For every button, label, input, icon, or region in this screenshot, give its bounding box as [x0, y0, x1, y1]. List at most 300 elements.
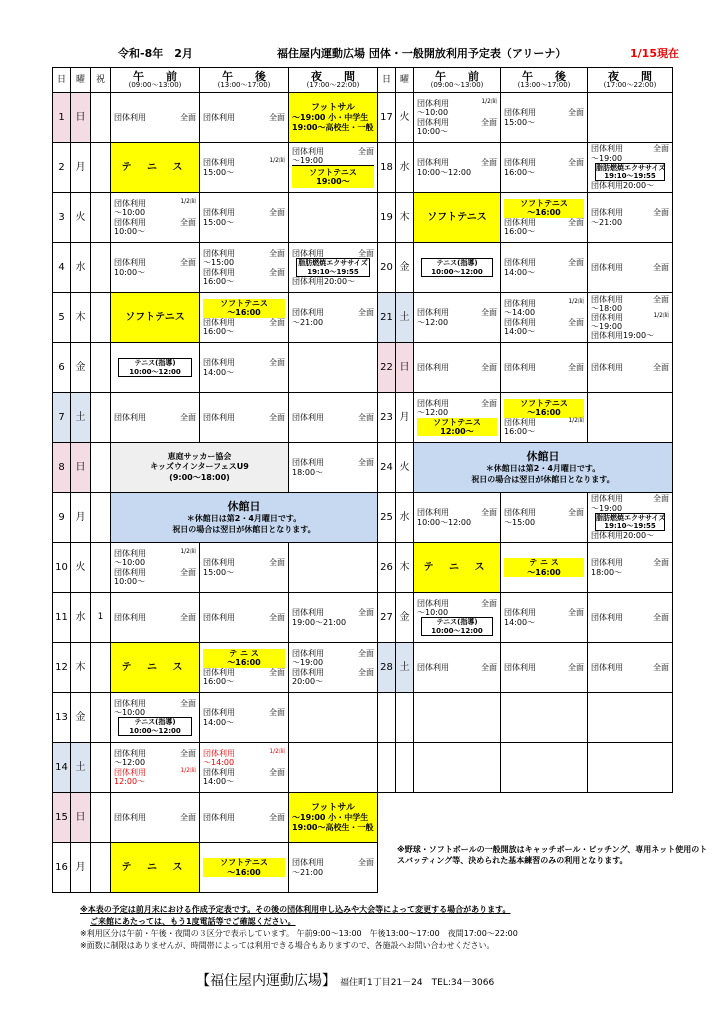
venue-address: 福住町1丁目21－24 TEL:34－3066	[340, 978, 495, 988]
page-title: 福住屋内運動広場 団体・一般開放利用予定表（アリーナ）	[277, 47, 567, 60]
afternoon-cell	[501, 93, 588, 143]
night-cell	[588, 143, 673, 193]
group-use-half	[504, 418, 584, 427]
box-time: 19:10～19:55	[604, 172, 656, 181]
time-text: 14:00～	[504, 617, 536, 627]
time-text: ～19:00	[292, 658, 324, 668]
box-title: 脂肪燃焼エクササイズ	[596, 513, 666, 522]
time-text: ～19:00	[591, 503, 623, 513]
group-use-label: 団体利用	[292, 458, 324, 468]
holiday-cell: 1	[91, 593, 111, 643]
box-title: テニス(指導)	[436, 259, 478, 268]
morning-cell	[414, 343, 501, 393]
group-use-full	[114, 258, 196, 267]
afternoon-cell	[501, 193, 588, 243]
coach-box	[595, 163, 665, 182]
weekday: 木	[71, 293, 91, 343]
footer-note-3: ※利用区分は午前・午後・夜間の３区分で表示しています。 午前9:00～13:00 午後13:00～17:00 夜間17:00～22:00	[80, 929, 518, 938]
bar-title: ソフトテニス	[220, 299, 268, 309]
day-row	[53, 693, 378, 743]
afternoon-cell	[501, 143, 588, 193]
group-use-label: 団体利用	[504, 608, 536, 618]
group-use-full	[203, 358, 285, 367]
group-use-full	[203, 558, 285, 567]
day-row	[53, 243, 378, 293]
group-use-label: 団体利用	[591, 558, 623, 568]
group-use-label: 団体利用	[504, 158, 536, 168]
group-use-label: 団体利用	[504, 417, 536, 427]
group-use-full	[591, 613, 669, 622]
area-full: 全面	[481, 399, 497, 409]
weekday: 月	[71, 493, 91, 543]
time-text: 15:00～	[203, 167, 235, 177]
day-number: 1	[53, 93, 71, 143]
group-use-label: 団体利用	[504, 362, 536, 372]
tennis-label: テ ニ ス	[121, 661, 189, 673]
weekday: 水	[71, 243, 91, 293]
morning-cell	[111, 393, 200, 443]
night-cell	[289, 243, 378, 293]
area-full: 全面	[269, 208, 285, 218]
night-group-text: 団体利用20:00～	[591, 531, 655, 541]
group-use-full	[114, 813, 196, 822]
time-text: 18:00～	[591, 567, 623, 577]
tennis-label: テ ニ ス	[121, 161, 189, 173]
day-row	[53, 493, 378, 543]
col-weekday: 曜	[396, 68, 414, 93]
group-use-label: 団体利用	[417, 662, 449, 672]
area-full: 全面	[358, 248, 374, 258]
time-text: ～21:00	[292, 317, 324, 327]
area-full: 全面	[180, 258, 196, 268]
night-cell	[289, 743, 378, 793]
col-day: 日	[53, 68, 71, 93]
day-row	[378, 643, 673, 693]
afternoon-cell	[200, 243, 289, 293]
group-use-label: 団体利用	[504, 662, 536, 672]
group-use-label: 団体利用	[203, 558, 235, 568]
bar-time: ～16:00	[527, 208, 561, 218]
day-number: 13	[53, 693, 71, 743]
time-text: ～15:00	[203, 258, 235, 268]
night-cell	[289, 843, 378, 893]
day-row	[53, 193, 378, 243]
group-use-full	[591, 263, 669, 272]
day-number: 27	[378, 593, 396, 643]
group-use-label: 団体利用	[417, 308, 449, 318]
group-use-full	[504, 608, 584, 617]
group-use-label: 団体利用	[292, 858, 324, 868]
group-use-full	[417, 399, 497, 408]
day-row	[378, 293, 673, 343]
area-full: 全面	[269, 412, 285, 422]
group-use-full	[417, 158, 497, 167]
day-number: 16	[53, 843, 71, 893]
time-text: ～19:00	[591, 322, 623, 332]
bar-time: ～16:00	[527, 567, 561, 577]
weekday: 土	[71, 743, 91, 793]
coach-box	[118, 358, 192, 377]
day-number: 20	[378, 243, 396, 293]
group-use-label: 団体利用	[203, 412, 235, 422]
time-text: 16:00～	[203, 276, 235, 286]
group-use-label: 団体利用	[203, 358, 235, 368]
yellow-bar	[203, 649, 285, 667]
area-full: 全面	[269, 612, 285, 622]
area-full: 全面	[568, 317, 584, 327]
time-text: 14:00～	[203, 367, 235, 377]
empty-row	[378, 743, 673, 793]
morning-cell	[111, 843, 200, 893]
area-full: 全面	[481, 508, 497, 518]
weekday: 金	[396, 243, 414, 293]
col-weekday: 曜	[71, 68, 91, 93]
night-cell	[289, 543, 378, 593]
group-use-full	[591, 663, 669, 672]
day-number: 9	[53, 493, 71, 543]
day-row	[378, 143, 673, 193]
night-cell	[588, 593, 673, 643]
day-number: 4	[53, 243, 71, 293]
group-use-label: 団体利用	[417, 99, 449, 109]
empty-row	[378, 693, 673, 743]
holiday-cell	[91, 693, 111, 743]
group-use-label: 団体利用	[292, 248, 324, 258]
group-use-label: 団体利用	[591, 612, 623, 622]
time-text: 10:00～	[114, 226, 146, 236]
weekday: 月	[71, 843, 91, 893]
area-full: 全面	[653, 558, 669, 568]
day-row	[378, 443, 673, 493]
futsal-block: フットサル ～19:00 小・中学生 19:00～高校生・一般	[292, 803, 374, 832]
night-group-text: 団体利用20:00～	[591, 181, 655, 191]
afternoon-cell	[200, 793, 289, 843]
morning-cell	[111, 793, 200, 843]
morning-cell	[111, 543, 200, 593]
day-row	[378, 193, 673, 243]
area-full: 全面	[568, 258, 584, 268]
night-cell	[289, 693, 378, 743]
weekday: 火	[71, 543, 91, 593]
yellow-bar	[504, 199, 584, 217]
night-cell	[588, 643, 673, 693]
time-text: 10:00～	[114, 267, 146, 277]
day-row	[53, 93, 378, 143]
day-number: 15	[53, 793, 71, 843]
bar-time: ～16:00	[227, 867, 261, 877]
group-use-label: 団体利用	[114, 112, 146, 122]
area-half: 1/2面	[568, 416, 584, 424]
table-header-row	[378, 68, 673, 93]
area-full: 全面	[568, 362, 584, 372]
area-full: 全面	[358, 608, 374, 618]
weekday: 木	[396, 193, 414, 243]
night-group-text: 団体利用20:00～	[292, 276, 356, 286]
morning-cell	[111, 643, 200, 693]
group-use-half	[504, 299, 584, 308]
softtennis-label: ソフトテニス	[125, 311, 185, 323]
group-use-label: 団体利用	[114, 199, 146, 209]
weekday: 木	[71, 643, 91, 693]
area-half: 1/2面	[269, 157, 285, 165]
night-cell	[588, 343, 673, 393]
group-use-label: 団体利用	[417, 508, 449, 518]
day-row	[53, 343, 378, 393]
morning-cell	[414, 293, 501, 343]
day-number: 25	[378, 493, 396, 543]
night-cell: 団体利用 全面 ～19:00 ソフトテニス 19:00～	[289, 143, 378, 193]
afternoon-cell	[501, 393, 588, 443]
holiday-cell	[91, 793, 111, 843]
morning-cell	[111, 593, 200, 643]
holiday-cell	[91, 143, 111, 193]
col-morning: 午 前 (09:00～13:00)	[111, 68, 200, 93]
night-cell	[289, 393, 378, 443]
night-cell	[588, 93, 673, 143]
time-text: ～10:00	[417, 108, 449, 118]
morning-cell	[414, 543, 501, 593]
group-use-half	[114, 549, 196, 558]
group-use-half	[114, 199, 196, 208]
group-use-full	[591, 295, 669, 304]
night-cell	[289, 93, 378, 143]
night-cell	[289, 643, 378, 693]
group-use-full	[292, 308, 374, 317]
group-use-full	[114, 113, 196, 122]
group-use-label: 団体利用	[504, 108, 536, 118]
time-text: ～21:00	[591, 217, 623, 227]
box-time: 19:10～19:55	[604, 522, 656, 531]
afternoon-cell	[200, 393, 289, 443]
time-text: 10:00～12:00	[417, 167, 472, 177]
group-use-label: 団体利用	[114, 217, 146, 227]
coach-box	[118, 717, 192, 736]
weekday: 土	[71, 393, 91, 443]
group-use-label: 団体利用	[203, 208, 235, 218]
group-use-full	[591, 144, 669, 153]
day-row	[378, 243, 673, 293]
group-use-label: 団体利用	[292, 667, 324, 677]
morning-cell	[111, 343, 200, 393]
night-cell	[289, 593, 378, 643]
holiday-cell	[91, 193, 111, 243]
group-use-full	[417, 599, 497, 608]
area-full: 全面	[653, 494, 669, 504]
group-use-full	[417, 308, 497, 317]
time-text: ～14:00	[203, 758, 235, 768]
time-text: 12:00～	[114, 776, 146, 786]
day-number: 11	[53, 593, 71, 643]
group-use-label: 団体利用	[292, 649, 324, 659]
table-header-row	[53, 68, 378, 93]
area-full: 全面	[269, 708, 285, 718]
morning-cell	[414, 143, 501, 193]
group-use-full	[292, 858, 374, 867]
group-use-label: 団体利用	[292, 308, 324, 318]
time-text: ～14:00	[504, 308, 536, 318]
weekday: 日	[396, 343, 414, 393]
box-title: 脂肪燃焼エクササイズ	[596, 163, 666, 172]
era-month: 令和-8年 2月	[118, 47, 193, 60]
group-use-full	[504, 218, 584, 227]
col-afternoon: 午 後 (13:00～17:00)	[501, 68, 588, 93]
group-use-full	[114, 568, 196, 577]
area-full: 全面	[180, 698, 196, 708]
time-text: ～12:00	[417, 317, 449, 327]
group-use-full	[203, 813, 285, 822]
group-use-full	[203, 249, 285, 258]
event-block: 恵庭サッカー協会 キッズウインターフェスU9 (9:00～18:00)	[150, 451, 249, 482]
day-row	[53, 593, 378, 643]
day-row	[53, 393, 378, 443]
area-full: 全面	[481, 308, 497, 318]
group-use-half	[591, 313, 669, 322]
group-use-full	[504, 363, 584, 372]
morning-cell	[111, 143, 200, 193]
group-use-full	[591, 494, 669, 503]
ball-sports-note: ※野球・ソフトボールの一般開放はキャッチボール・ピッチング、専用ネット使用のトスバッティング等、決められた基本練習のみの利用となります。	[397, 845, 708, 865]
morning-cell	[111, 243, 200, 293]
group-use-full	[114, 699, 196, 708]
morning-cell	[111, 293, 200, 343]
night-cell	[588, 193, 673, 243]
area-half: 1/2面	[180, 198, 196, 206]
morning-cell	[414, 493, 501, 543]
time-text: ～21:00	[292, 867, 324, 877]
group-use-label: 団体利用	[292, 608, 324, 618]
night-cell	[588, 493, 673, 543]
night-group-text: 団体利用19:00～	[591, 331, 655, 341]
day-number: 8	[53, 443, 71, 493]
group-use-label: 団体利用	[203, 112, 235, 122]
group-use-full	[114, 749, 196, 758]
coach-box	[421, 617, 493, 636]
area-full: 全面	[568, 158, 584, 168]
col-night: 夜 間 (17:00～22:00)	[588, 68, 673, 93]
schedule-table-left	[52, 67, 378, 893]
area-full: 全面	[180, 112, 196, 122]
day-row	[53, 793, 378, 843]
day-row	[378, 593, 673, 643]
weekday: 水	[396, 493, 414, 543]
holiday-cell	[91, 443, 111, 493]
box-title: テニス(指導)	[134, 718, 176, 727]
group-use-label: 団体利用	[114, 549, 146, 559]
weekday: 金	[71, 693, 91, 743]
day-number: 21	[378, 293, 396, 343]
time-text: ～19:00	[591, 153, 623, 163]
coach-box	[595, 513, 665, 532]
group-use-label: 団体利用	[114, 767, 146, 777]
group-use-label: 団体利用	[203, 267, 235, 277]
group-use-label: 団体利用	[203, 749, 235, 759]
holiday-cell	[91, 293, 111, 343]
area-full: 全面	[269, 812, 285, 822]
group-use-label: 団体利用	[114, 258, 146, 268]
area-half: 1/2面	[653, 311, 669, 319]
afternoon-cell	[200, 293, 289, 343]
area-full: 全面	[481, 158, 497, 168]
afternoon-cell	[501, 543, 588, 593]
weekday: 日	[71, 443, 91, 493]
group-use-label: 団体利用	[203, 708, 235, 718]
weekday: 金	[396, 593, 414, 643]
box-title: テニス(指導)	[134, 359, 176, 368]
area-full: 全面	[180, 412, 196, 422]
group-use-label: 団体利用	[591, 494, 623, 504]
day-row	[378, 93, 673, 143]
day-row	[53, 143, 378, 193]
group-use-label: 団体利用	[203, 812, 235, 822]
group-use-label: 団体利用	[203, 767, 235, 777]
weekday: 水	[396, 143, 414, 193]
coach-box	[421, 258, 493, 277]
day-row	[53, 443, 378, 493]
day-number: 14	[53, 743, 71, 793]
day-number: 10	[53, 543, 71, 593]
area-full: 全面	[180, 217, 196, 227]
footer-note-2: ご来館にあたっては、もう1度電話等でご確認ください。	[90, 917, 296, 926]
time-text: 18:00～	[292, 467, 324, 477]
area-full: 全面	[269, 358, 285, 368]
group-use-full	[504, 258, 584, 267]
bar-title: テ ニ ス	[529, 558, 559, 568]
holiday-cell	[91, 543, 111, 593]
area-full: 全面	[269, 667, 285, 677]
time-text: ～12:00	[417, 408, 449, 418]
area-full: 全面	[568, 662, 584, 672]
time-text: 16:00～	[504, 226, 536, 236]
group-use-full	[591, 558, 669, 567]
softtennis-label: ソフトテニス	[427, 211, 487, 223]
afternoon-cell	[501, 593, 588, 643]
group-use-label: 団体利用	[114, 698, 146, 708]
group-use-full	[203, 708, 285, 717]
bar-title: テ ニ ス	[229, 649, 259, 659]
area-full: 全面	[568, 608, 584, 618]
group-use-label: 団体利用	[114, 812, 146, 822]
group-use-label: 団体利用	[203, 249, 235, 259]
group-use-full	[114, 413, 196, 422]
night-cell	[588, 293, 673, 343]
venue-footer	[196, 970, 494, 990]
day-row	[53, 293, 378, 343]
group-use-label: 団体利用	[203, 612, 235, 622]
morning-cell	[111, 743, 200, 793]
group-use-full	[417, 118, 497, 127]
group-use-full	[292, 668, 374, 677]
area-full: 全面	[568, 508, 584, 518]
group-use-label: 団体利用	[591, 208, 623, 218]
afternoon-cell	[200, 93, 289, 143]
group-use-full	[203, 268, 285, 277]
day-number: 5	[53, 293, 71, 343]
day-row	[53, 643, 378, 693]
area-full: 全面	[481, 598, 497, 608]
day-number: 22	[378, 343, 396, 393]
day-row	[378, 343, 673, 393]
group-use-label: 団体利用	[417, 399, 449, 409]
group-use-full	[203, 413, 285, 422]
group-use-full	[203, 318, 285, 327]
area-full: 全面	[568, 217, 584, 227]
morning-cell	[414, 193, 501, 243]
weekday: 月	[71, 143, 91, 193]
span-cell	[111, 493, 378, 543]
box-time: 10:00～12:00	[129, 726, 181, 735]
time-text: 16:00～	[504, 426, 536, 436]
weekday: 火	[396, 443, 414, 493]
